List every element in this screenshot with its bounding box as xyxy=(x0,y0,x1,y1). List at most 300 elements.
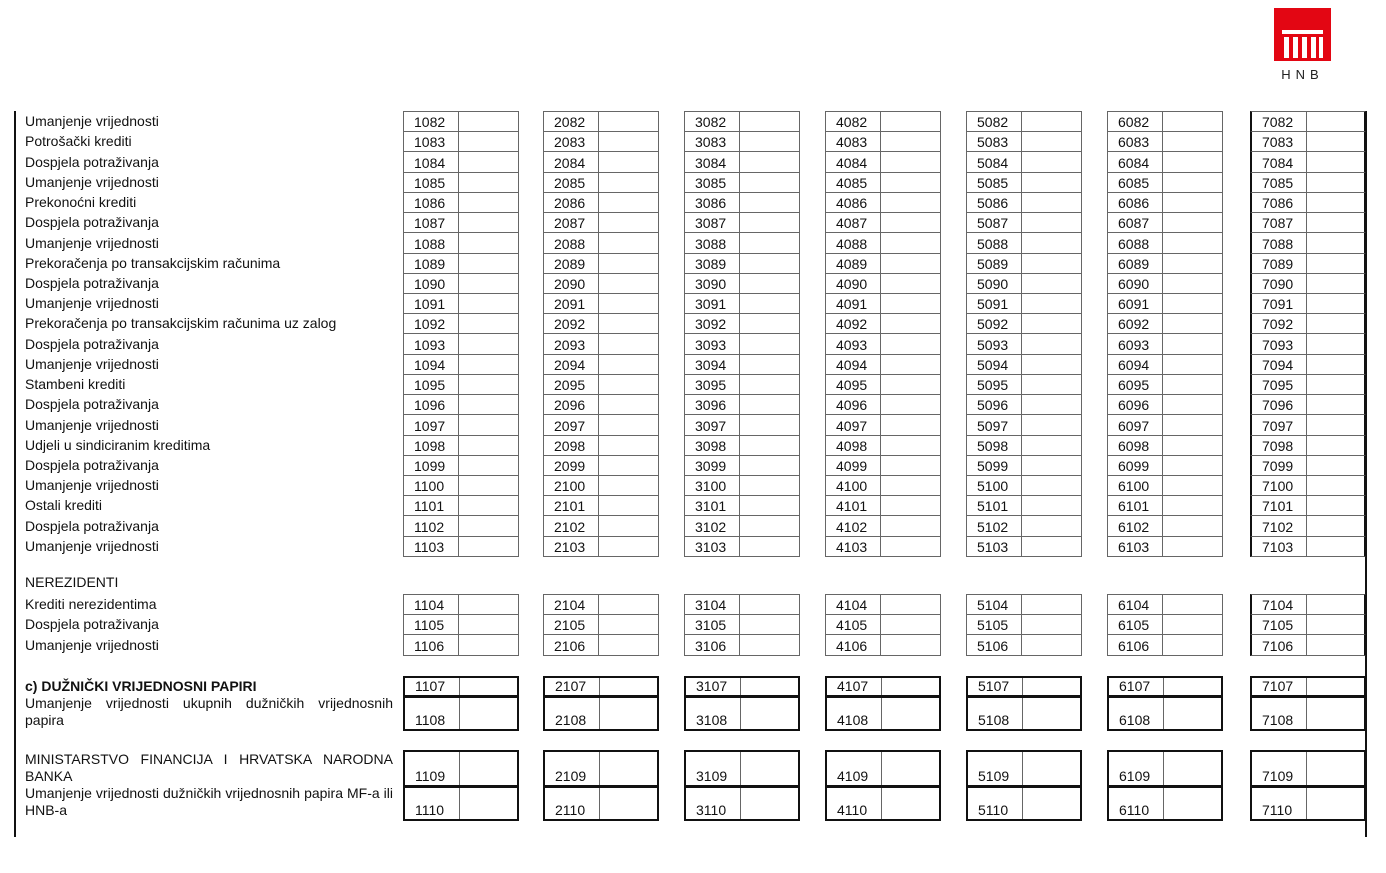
value-cell[interactable] xyxy=(1250,232,1366,253)
value-cell[interactable] xyxy=(1250,475,1366,496)
value-cell[interactable] xyxy=(825,374,941,395)
value-input[interactable] xyxy=(599,112,658,131)
value-cell[interactable] xyxy=(825,750,941,787)
value-input[interactable] xyxy=(1022,415,1081,434)
value-input[interactable] xyxy=(459,254,518,273)
value-input[interactable] xyxy=(881,496,940,515)
value-cell[interactable] xyxy=(825,212,941,233)
value-input[interactable] xyxy=(740,314,799,333)
value-cell[interactable] xyxy=(1250,786,1366,821)
value-cell[interactable] xyxy=(1107,614,1223,635)
value-cell[interactable] xyxy=(825,455,941,476)
value-cell[interactable] xyxy=(1250,111,1366,132)
value-cell[interactable] xyxy=(1107,273,1223,294)
value-cell[interactable] xyxy=(966,253,1082,274)
value-cell[interactable] xyxy=(684,354,800,375)
value-cell[interactable] xyxy=(543,354,659,375)
value-cell[interactable] xyxy=(543,253,659,274)
value-input[interactable] xyxy=(1022,274,1081,293)
value-input[interactable] xyxy=(741,678,798,695)
value-input[interactable] xyxy=(459,516,518,535)
value-cell[interactable] xyxy=(1107,495,1223,516)
value-input[interactable] xyxy=(881,233,940,252)
value-cell[interactable] xyxy=(825,273,941,294)
value-input[interactable] xyxy=(881,294,940,313)
value-input[interactable] xyxy=(740,615,799,634)
value-cell[interactable] xyxy=(543,192,659,213)
value-input[interactable] xyxy=(599,375,658,394)
value-input[interactable] xyxy=(599,635,658,654)
value-cell[interactable] xyxy=(403,111,519,132)
value-cell[interactable] xyxy=(684,212,800,233)
value-cell[interactable] xyxy=(1107,475,1223,496)
value-cell[interactable] xyxy=(966,354,1082,375)
value-input[interactable] xyxy=(599,132,658,151)
value-cell[interactable] xyxy=(684,750,800,787)
value-cell[interactable] xyxy=(684,394,800,415)
value-input[interactable] xyxy=(882,752,939,785)
value-cell[interactable] xyxy=(966,676,1082,697)
value-cell[interactable] xyxy=(543,131,659,152)
value-cell[interactable] xyxy=(1250,354,1366,375)
value-input[interactable] xyxy=(1022,436,1081,455)
value-input[interactable] xyxy=(1307,698,1364,729)
value-input[interactable] xyxy=(459,355,518,374)
value-cell[interactable] xyxy=(825,131,941,152)
value-input[interactable] xyxy=(1163,334,1222,353)
value-cell[interactable] xyxy=(403,192,519,213)
value-input[interactable] xyxy=(1163,375,1222,394)
value-cell[interactable] xyxy=(684,696,800,731)
value-input[interactable] xyxy=(741,698,798,729)
value-cell[interactable] xyxy=(966,750,1082,787)
value-input[interactable] xyxy=(741,788,798,819)
value-input[interactable] xyxy=(1163,395,1222,414)
value-cell[interactable] xyxy=(1107,354,1223,375)
value-cell[interactable] xyxy=(825,333,941,354)
value-input[interactable] xyxy=(599,415,658,434)
value-input[interactable] xyxy=(740,436,799,455)
value-input[interactable] xyxy=(459,496,518,515)
value-input[interactable] xyxy=(1163,213,1222,232)
value-input[interactable] xyxy=(459,635,518,654)
value-input[interactable] xyxy=(1163,112,1222,131)
value-cell[interactable] xyxy=(403,131,519,152)
value-cell[interactable] xyxy=(1250,273,1366,294)
value-cell[interactable] xyxy=(1250,594,1366,615)
value-cell[interactable] xyxy=(825,634,941,655)
value-input[interactable] xyxy=(1022,615,1081,634)
value-input[interactable] xyxy=(1022,496,1081,515)
value-cell[interactable] xyxy=(543,394,659,415)
value-input[interactable] xyxy=(599,213,658,232)
value-cell[interactable] xyxy=(403,696,519,731)
value-cell[interactable] xyxy=(684,414,800,435)
value-cell[interactable] xyxy=(403,536,519,557)
value-cell[interactable] xyxy=(825,435,941,456)
value-input[interactable] xyxy=(1307,274,1364,293)
value-cell[interactable] xyxy=(403,495,519,516)
value-input[interactable] xyxy=(740,516,799,535)
value-input[interactable] xyxy=(740,213,799,232)
value-input[interactable] xyxy=(740,173,799,192)
value-input[interactable] xyxy=(459,213,518,232)
value-cell[interactable] xyxy=(543,293,659,314)
value-cell[interactable] xyxy=(684,293,800,314)
value-cell[interactable] xyxy=(543,374,659,395)
value-cell[interactable] xyxy=(966,273,1082,294)
value-input[interactable] xyxy=(1023,678,1080,695)
value-input[interactable] xyxy=(1163,355,1222,374)
value-input[interactable] xyxy=(881,595,940,614)
value-cell[interactable] xyxy=(1250,750,1366,787)
value-input[interactable] xyxy=(881,132,940,151)
value-cell[interactable] xyxy=(403,455,519,476)
value-input[interactable] xyxy=(881,635,940,654)
value-input[interactable] xyxy=(1164,752,1221,785)
value-input[interactable] xyxy=(599,314,658,333)
value-input[interactable] xyxy=(459,436,518,455)
value-input[interactable] xyxy=(740,334,799,353)
value-cell[interactable] xyxy=(684,594,800,615)
value-cell[interactable] xyxy=(1107,696,1223,731)
value-cell[interactable] xyxy=(543,696,659,731)
value-input[interactable] xyxy=(1163,595,1222,614)
value-cell[interactable] xyxy=(1107,151,1223,172)
value-cell[interactable] xyxy=(966,374,1082,395)
value-cell[interactable] xyxy=(825,232,941,253)
value-cell[interactable] xyxy=(543,495,659,516)
value-input[interactable] xyxy=(1164,788,1221,819)
value-input[interactable] xyxy=(599,516,658,535)
value-cell[interactable] xyxy=(1250,151,1366,172)
value-cell[interactable] xyxy=(543,111,659,132)
value-input[interactable] xyxy=(881,193,940,212)
value-cell[interactable] xyxy=(1250,253,1366,274)
value-input[interactable] xyxy=(599,355,658,374)
value-input[interactable] xyxy=(740,355,799,374)
value-cell[interactable] xyxy=(1250,374,1366,395)
value-input[interactable] xyxy=(881,173,940,192)
value-input[interactable] xyxy=(1307,635,1364,654)
value-input[interactable] xyxy=(459,415,518,434)
value-input[interactable] xyxy=(881,415,940,434)
value-cell[interactable] xyxy=(825,313,941,334)
value-input[interactable] xyxy=(599,294,658,313)
value-cell[interactable] xyxy=(966,394,1082,415)
value-cell[interactable] xyxy=(825,495,941,516)
value-input[interactable] xyxy=(459,395,518,414)
value-input[interactable] xyxy=(600,788,657,819)
value-cell[interactable] xyxy=(684,192,800,213)
value-input[interactable] xyxy=(1307,132,1364,151)
value-cell[interactable] xyxy=(1250,536,1366,557)
value-cell[interactable] xyxy=(543,475,659,496)
value-cell[interactable] xyxy=(1107,333,1223,354)
value-input[interactable] xyxy=(599,476,658,495)
value-cell[interactable] xyxy=(543,212,659,233)
value-cell[interactable] xyxy=(966,111,1082,132)
value-cell[interactable] xyxy=(543,232,659,253)
value-cell[interactable] xyxy=(1250,634,1366,655)
value-input[interactable] xyxy=(881,516,940,535)
value-cell[interactable] xyxy=(1107,414,1223,435)
value-input[interactable] xyxy=(459,193,518,212)
value-input[interactable] xyxy=(1307,254,1364,273)
value-cell[interactable] xyxy=(1107,111,1223,132)
value-cell[interactable] xyxy=(543,333,659,354)
value-cell[interactable] xyxy=(966,634,1082,655)
value-cell[interactable] xyxy=(966,151,1082,172)
value-input[interactable] xyxy=(740,193,799,212)
value-input[interactable] xyxy=(881,456,940,475)
value-cell[interactable] xyxy=(825,253,941,274)
value-input[interactable] xyxy=(599,173,658,192)
value-input[interactable] xyxy=(599,496,658,515)
value-input[interactable] xyxy=(1163,415,1222,434)
value-cell[interactable] xyxy=(543,515,659,536)
value-input[interactable] xyxy=(1307,173,1364,192)
value-cell[interactable] xyxy=(684,253,800,274)
value-cell[interactable] xyxy=(403,394,519,415)
value-cell[interactable] xyxy=(825,293,941,314)
value-cell[interactable] xyxy=(684,232,800,253)
value-cell[interactable] xyxy=(543,614,659,635)
value-input[interactable] xyxy=(1022,112,1081,131)
value-cell[interactable] xyxy=(403,475,519,496)
value-cell[interactable] xyxy=(1250,131,1366,152)
value-input[interactable] xyxy=(459,233,518,252)
value-input[interactable] xyxy=(599,193,658,212)
value-cell[interactable] xyxy=(825,172,941,193)
value-input[interactable] xyxy=(1022,233,1081,252)
value-cell[interactable] xyxy=(1107,536,1223,557)
value-cell[interactable] xyxy=(1250,172,1366,193)
value-input[interactable] xyxy=(1307,496,1364,515)
value-cell[interactable] xyxy=(543,414,659,435)
value-input[interactable] xyxy=(882,698,939,729)
value-input[interactable] xyxy=(1023,752,1080,785)
value-cell[interactable] xyxy=(966,495,1082,516)
value-input[interactable] xyxy=(881,615,940,634)
value-input[interactable] xyxy=(459,375,518,394)
value-input[interactable] xyxy=(1022,456,1081,475)
value-input[interactable] xyxy=(881,213,940,232)
value-cell[interactable] xyxy=(966,536,1082,557)
value-input[interactable] xyxy=(1163,132,1222,151)
value-input[interactable] xyxy=(599,152,658,171)
value-cell[interactable] xyxy=(543,634,659,655)
value-cell[interactable] xyxy=(543,455,659,476)
value-input[interactable] xyxy=(1164,698,1221,729)
value-input[interactable] xyxy=(1163,173,1222,192)
value-input[interactable] xyxy=(1163,436,1222,455)
value-cell[interactable] xyxy=(403,786,519,821)
value-cell[interactable] xyxy=(966,786,1082,821)
value-input[interactable] xyxy=(1307,375,1364,394)
value-input[interactable] xyxy=(740,496,799,515)
value-cell[interactable] xyxy=(684,333,800,354)
value-cell[interactable] xyxy=(1250,676,1366,697)
value-input[interactable] xyxy=(1307,537,1364,556)
value-cell[interactable] xyxy=(543,786,659,821)
value-input[interactable] xyxy=(460,698,517,729)
value-input[interactable] xyxy=(1022,355,1081,374)
value-cell[interactable] xyxy=(403,273,519,294)
value-cell[interactable] xyxy=(1107,394,1223,415)
value-input[interactable] xyxy=(1307,233,1364,252)
value-input[interactable] xyxy=(1307,294,1364,313)
value-input[interactable] xyxy=(1307,788,1364,819)
value-input[interactable] xyxy=(1022,213,1081,232)
value-input[interactable] xyxy=(740,254,799,273)
value-input[interactable] xyxy=(459,615,518,634)
value-cell[interactable] xyxy=(1250,313,1366,334)
value-input[interactable] xyxy=(459,334,518,353)
value-input[interactable] xyxy=(1163,274,1222,293)
value-cell[interactable] xyxy=(825,414,941,435)
value-cell[interactable] xyxy=(684,111,800,132)
value-input[interactable] xyxy=(740,395,799,414)
value-input[interactable] xyxy=(740,635,799,654)
value-cell[interactable] xyxy=(684,374,800,395)
value-input[interactable] xyxy=(1307,334,1364,353)
value-cell[interactable] xyxy=(403,212,519,233)
value-cell[interactable] xyxy=(966,455,1082,476)
value-input[interactable] xyxy=(459,595,518,614)
value-input[interactable] xyxy=(1163,456,1222,475)
value-input[interactable] xyxy=(1307,678,1364,695)
value-cell[interactable] xyxy=(966,212,1082,233)
value-input[interactable] xyxy=(599,436,658,455)
value-input[interactable] xyxy=(740,233,799,252)
value-cell[interactable] xyxy=(403,594,519,615)
value-cell[interactable] xyxy=(1107,232,1223,253)
value-cell[interactable] xyxy=(825,536,941,557)
value-cell[interactable] xyxy=(1250,293,1366,314)
value-cell[interactable] xyxy=(966,614,1082,635)
value-cell[interactable] xyxy=(1250,515,1366,536)
value-input[interactable] xyxy=(1022,132,1081,151)
value-cell[interactable] xyxy=(966,131,1082,152)
value-cell[interactable] xyxy=(1250,435,1366,456)
value-input[interactable] xyxy=(881,476,940,495)
value-cell[interactable] xyxy=(543,313,659,334)
value-input[interactable] xyxy=(1307,112,1364,131)
value-input[interactable] xyxy=(599,334,658,353)
value-cell[interactable] xyxy=(1107,435,1223,456)
value-input[interactable] xyxy=(599,233,658,252)
value-input[interactable] xyxy=(460,678,517,695)
value-input[interactable] xyxy=(599,254,658,273)
value-cell[interactable] xyxy=(966,475,1082,496)
value-cell[interactable] xyxy=(1250,495,1366,516)
value-input[interactable] xyxy=(740,375,799,394)
value-input[interactable] xyxy=(882,678,939,695)
value-input[interactable] xyxy=(1164,678,1221,695)
value-input[interactable] xyxy=(1163,233,1222,252)
value-cell[interactable] xyxy=(543,536,659,557)
value-input[interactable] xyxy=(881,355,940,374)
value-cell[interactable] xyxy=(403,172,519,193)
value-input[interactable] xyxy=(1022,635,1081,654)
value-input[interactable] xyxy=(1163,635,1222,654)
value-cell[interactable] xyxy=(403,232,519,253)
value-input[interactable] xyxy=(1022,595,1081,614)
value-cell[interactable] xyxy=(403,151,519,172)
value-input[interactable] xyxy=(740,274,799,293)
value-input[interactable] xyxy=(1022,314,1081,333)
value-input[interactable] xyxy=(459,294,518,313)
value-input[interactable] xyxy=(1022,173,1081,192)
value-cell[interactable] xyxy=(825,786,941,821)
value-input[interactable] xyxy=(1307,516,1364,535)
value-cell[interactable] xyxy=(825,151,941,172)
value-input[interactable] xyxy=(740,112,799,131)
value-cell[interactable] xyxy=(1107,212,1223,233)
value-input[interactable] xyxy=(1307,152,1364,171)
value-input[interactable] xyxy=(459,152,518,171)
value-cell[interactable] xyxy=(543,435,659,456)
value-input[interactable] xyxy=(740,595,799,614)
value-input[interactable] xyxy=(1163,615,1222,634)
value-cell[interactable] xyxy=(543,676,659,697)
value-cell[interactable] xyxy=(966,172,1082,193)
value-cell[interactable] xyxy=(825,192,941,213)
value-cell[interactable] xyxy=(966,696,1082,731)
value-cell[interactable] xyxy=(1107,634,1223,655)
value-input[interactable] xyxy=(740,537,799,556)
value-input[interactable] xyxy=(459,537,518,556)
value-input[interactable] xyxy=(740,152,799,171)
value-cell[interactable] xyxy=(825,696,941,731)
value-cell[interactable] xyxy=(966,192,1082,213)
value-input[interactable] xyxy=(740,456,799,475)
value-cell[interactable] xyxy=(684,475,800,496)
value-cell[interactable] xyxy=(543,594,659,615)
value-input[interactable] xyxy=(459,274,518,293)
value-cell[interactable] xyxy=(1107,253,1223,274)
value-input[interactable] xyxy=(1022,193,1081,212)
value-input[interactable] xyxy=(459,112,518,131)
value-input[interactable] xyxy=(600,678,657,695)
value-cell[interactable] xyxy=(684,435,800,456)
value-input[interactable] xyxy=(1307,615,1364,634)
value-cell[interactable] xyxy=(1107,293,1223,314)
value-cell[interactable] xyxy=(825,475,941,496)
value-cell[interactable] xyxy=(684,614,800,635)
value-cell[interactable] xyxy=(1250,696,1366,731)
value-cell[interactable] xyxy=(403,253,519,274)
value-cell[interactable] xyxy=(543,273,659,294)
value-cell[interactable] xyxy=(684,676,800,697)
value-input[interactable] xyxy=(1023,698,1080,729)
value-cell[interactable] xyxy=(684,151,800,172)
value-cell[interactable] xyxy=(684,313,800,334)
value-input[interactable] xyxy=(1307,415,1364,434)
value-input[interactable] xyxy=(1163,152,1222,171)
value-input[interactable] xyxy=(1307,456,1364,475)
value-input[interactable] xyxy=(459,456,518,475)
value-input[interactable] xyxy=(1022,375,1081,394)
value-input[interactable] xyxy=(1163,193,1222,212)
value-input[interactable] xyxy=(1307,476,1364,495)
value-input[interactable] xyxy=(1022,152,1081,171)
value-cell[interactable] xyxy=(403,293,519,314)
value-cell[interactable] xyxy=(403,634,519,655)
value-cell[interactable] xyxy=(403,313,519,334)
value-input[interactable] xyxy=(460,752,517,785)
